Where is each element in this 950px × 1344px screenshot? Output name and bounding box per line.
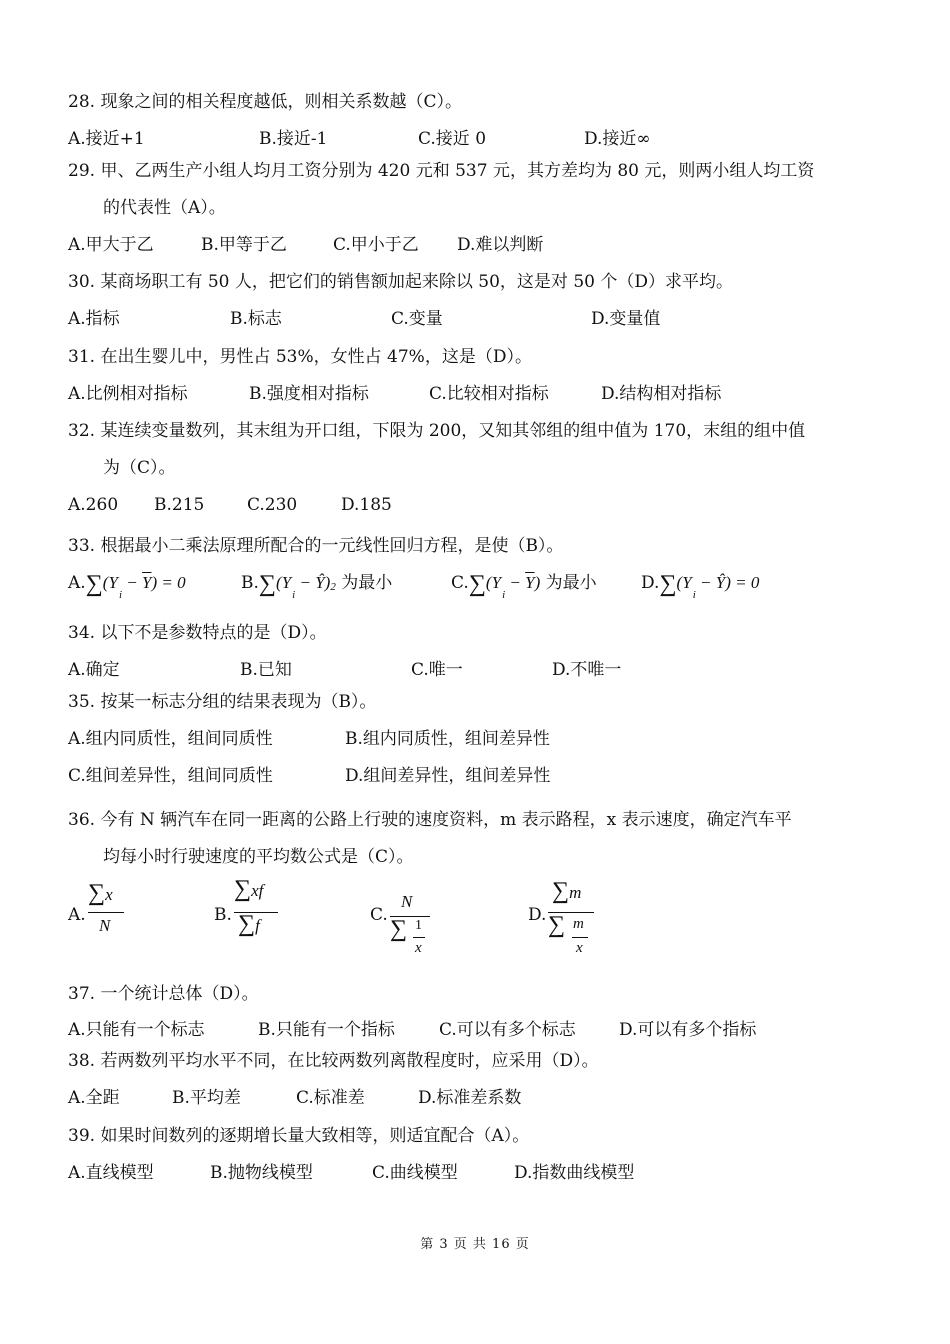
question-39-stem: 39. 如果时间数列的逐期增长量大致相等，则适宜配合（A）。 bbox=[68, 1126, 530, 1146]
q36-option-c-prefix: C. bbox=[370, 905, 388, 925]
q30-option-b: B.标志 bbox=[230, 309, 282, 329]
q36-option-d-prefix: D. bbox=[528, 905, 547, 925]
q30-option-d: D.变量值 bbox=[591, 309, 661, 329]
question-28-stem: 28. 现象之间的相关程度越低，则相关系数越（C）。 bbox=[68, 92, 462, 112]
q28-option-c: C.接近 0 bbox=[418, 129, 487, 149]
question-35-stem: 35. 按某一标志分组的结果表现为（B）。 bbox=[68, 692, 377, 712]
q31-option-a: A.比例相对指标 bbox=[68, 384, 188, 404]
q35-option-a: A.组内同质性，组间同质性 bbox=[68, 729, 273, 749]
question-31-stem: 31. 在出生婴儿中，男性占 53%，女性占 47%，这是（D）。 bbox=[68, 347, 532, 367]
q37-option-d: D.可以有多个指标 bbox=[619, 1020, 757, 1040]
q38-option-d: D.标准差系数 bbox=[418, 1088, 522, 1108]
question-32-stem: 32. 某连续变量数列，其末组为开口组，下限为 200，又知其邻组的组中值为 170，末组的组中值 bbox=[68, 421, 806, 441]
q33-formula-c: $\sum(Y_i - \overline{Y})$ bbox=[468, 571, 541, 601]
q31-option-c: C.比较相对指标 bbox=[429, 384, 549, 404]
q37-option-a: A.只能有一个标志 bbox=[68, 1020, 205, 1040]
q29-option-c: C.甲小于乙 bbox=[333, 235, 419, 255]
question-33-stem: 33. 根据最小二乘法原理所配合的一元线性回归方程，是使（B）。 bbox=[68, 536, 564, 556]
q32-option-c: C.230 bbox=[247, 495, 298, 515]
q33-option-b-suffix: 为最小 bbox=[341, 573, 393, 593]
question-29-stem-cont: 的代表性（A）。 bbox=[103, 198, 226, 218]
q37-option-b: B.只能有一个指标 bbox=[258, 1020, 395, 1040]
q32-option-d: D.185 bbox=[341, 495, 392, 515]
q35-option-d: D.组间差异性，组间差异性 bbox=[345, 766, 551, 786]
q38-option-c: C.标准差 bbox=[296, 1088, 365, 1108]
q32-option-b: B.215 bbox=[154, 495, 205, 515]
q33-option-c bbox=[451, 571, 597, 601]
question-36-stem: 36. 今有 N 辆汽车在同一距离的公路上行驶的速度资料，m 表示路程，x 表示速度，确定汽车平 bbox=[68, 810, 792, 830]
q33-option-a-prefix: A. bbox=[68, 573, 86, 593]
q33-option-c-prefix: C. bbox=[451, 573, 469, 593]
q33-formula-a: $\sum(Y_i - \overline{Y}) = 0$ bbox=[85, 571, 186, 601]
q39-option-a: A.直线模型 bbox=[68, 1163, 154, 1183]
q39-option-d: D.指数曲线模型 bbox=[514, 1163, 635, 1183]
q33-option-b bbox=[241, 571, 393, 601]
question-30-stem: 30. 某商场职工有 50 人，把它们的销售额加起来除以 50，这是对 50 个（D）求平均。 bbox=[68, 272, 733, 292]
q34-option-d: D.不唯一 bbox=[552, 660, 622, 680]
q29-option-a: A.甲大于乙 bbox=[68, 235, 154, 255]
q33-formula-d: $\sum(Y_i$ − Ŷ) = 0 bbox=[659, 571, 760, 601]
q29-option-b: B.甲等于乙 bbox=[201, 235, 287, 255]
q33-option-b-prefix: B. bbox=[241, 573, 259, 593]
q33-option-d-prefix: D. bbox=[641, 573, 660, 593]
q32-option-a: A.260 bbox=[68, 495, 119, 515]
question-34-stem: 34. 以下不是参数特点的是（D）。 bbox=[68, 623, 327, 643]
q38-option-b: B.平均差 bbox=[172, 1088, 241, 1108]
question-32-stem-cont: 为（C）。 bbox=[103, 458, 176, 478]
q36-option-b-prefix: B. bbox=[214, 905, 232, 925]
q33-option-d bbox=[641, 571, 760, 601]
q35-option-b: B.组内同质性，组间差异性 bbox=[345, 729, 550, 749]
q39-option-b: B.抛物线模型 bbox=[210, 1163, 313, 1183]
question-37-stem: 37. 一个统计总体（D）。 bbox=[68, 984, 259, 1004]
question-29-stem: 29. 甲、乙两生产小组人均月工资分别为 420 元和 537 元，其方差均为 80 元，则两小组人均工资 bbox=[68, 161, 815, 181]
q34-option-b: B.已知 bbox=[240, 660, 292, 680]
q36-option-a-prefix: A. bbox=[68, 905, 86, 925]
q33-formula-b: $\sum(Y_i$ − Ŷ)2 bbox=[258, 571, 336, 601]
question-38-stem: 38. 若两数列平均水平不同，在比较两数列离散程度时，应采用（D）。 bbox=[68, 1051, 599, 1071]
q28-option-a: A.接近+1 bbox=[68, 129, 145, 149]
q30-option-a: A.指标 bbox=[68, 309, 120, 329]
q31-option-d: D.结构相对指标 bbox=[601, 384, 722, 404]
q38-option-a: A.全距 bbox=[68, 1088, 120, 1108]
q31-option-b: B.强度相对指标 bbox=[249, 384, 369, 404]
page-footer: 第 3 页 共 16 页 bbox=[420, 1237, 530, 1252]
q28-option-d: D.接近∞ bbox=[584, 129, 651, 149]
q29-option-d: D.难以判断 bbox=[457, 235, 544, 255]
q33-option-c-suffix: 为最小 bbox=[545, 573, 597, 593]
q39-option-c: C.曲线模型 bbox=[372, 1163, 458, 1183]
q35-option-c: C.组间差异性，组间同质性 bbox=[68, 766, 273, 786]
question-36-stem-cont: 均每小时行驶速度的平均数公式是（C）。 bbox=[103, 847, 414, 867]
q34-option-c: C.唯一 bbox=[411, 660, 463, 680]
q28-option-b: B.接近-1 bbox=[259, 129, 328, 149]
q37-option-c: C.可以有多个标志 bbox=[439, 1020, 576, 1040]
q33-option-a bbox=[68, 571, 186, 601]
q30-option-c: C.变量 bbox=[391, 309, 443, 329]
q34-option-a: A.确定 bbox=[68, 660, 120, 680]
